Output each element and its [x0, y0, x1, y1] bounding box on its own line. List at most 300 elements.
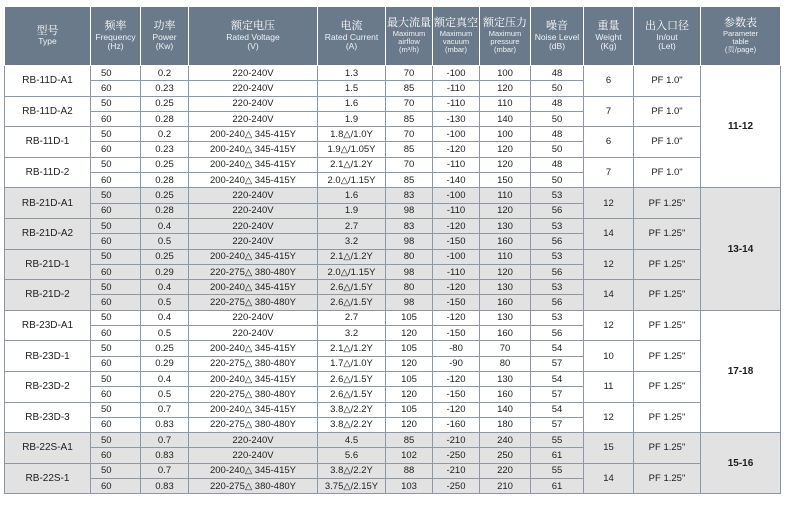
- inout-cell: PF 1.25": [634, 310, 701, 341]
- airflow-cell: 120: [386, 356, 433, 371]
- model-type-cell: RB-23D-1: [5, 341, 91, 372]
- frequency-cell: 60: [91, 326, 141, 341]
- current-cell: 5.6: [318, 448, 386, 463]
- model-type-cell: RB-11D-A2: [5, 96, 91, 127]
- weight-cell: 10: [584, 341, 634, 372]
- weight-cell: 6: [584, 127, 634, 158]
- model-type-cell: RB-21D-A2: [5, 218, 91, 249]
- voltage-cell: 200-240△ 345-415Y: [189, 142, 318, 157]
- noise-cell: 48: [531, 127, 584, 142]
- frequency-cell: 60: [91, 81, 141, 96]
- model-type-cell: RB-11D-A1: [5, 66, 91, 97]
- noise-cell: 54: [531, 341, 584, 356]
- weight-cell: 12: [584, 402, 634, 433]
- vacuum-cell: -110: [433, 203, 480, 218]
- airflow-cell: 98: [386, 295, 433, 310]
- vacuum-cell: -210: [433, 433, 480, 448]
- table-row: [5, 310, 781, 325]
- pressure-cell: 70: [480, 341, 531, 356]
- airflow-cell: 83: [386, 188, 433, 203]
- noise-cell: 48: [531, 66, 584, 81]
- weight-cell: 12: [584, 249, 634, 280]
- power-cell: 0.83: [141, 448, 189, 463]
- model-type-cell: RB-23D-A1: [5, 310, 91, 341]
- noise-cell: 50: [531, 142, 584, 157]
- noise-cell: 56: [531, 326, 584, 341]
- current-cell: 3.2: [318, 234, 386, 249]
- voltage-cell: 200-240△ 345-415Y: [189, 341, 318, 356]
- voltage-cell: 220-240V: [189, 96, 318, 111]
- noise-cell: 50: [531, 81, 584, 96]
- weight-cell: 14: [584, 280, 634, 311]
- inout-cell: PF 1.25": [634, 371, 701, 402]
- current-cell: 3.8△/2.2Y: [318, 402, 386, 417]
- voltage-cell: 200-240△ 345-415Y: [189, 127, 318, 142]
- pressure-cell: 140: [480, 402, 531, 417]
- pressure-cell: 160: [480, 234, 531, 249]
- current-cell: 2.0△/1.15Y: [318, 173, 386, 188]
- vacuum-cell: -130: [433, 111, 480, 126]
- pressure-cell: 110: [480, 249, 531, 264]
- weight-cell: 12: [584, 188, 634, 219]
- header-weight: 重量 Weight (Kg): [584, 7, 634, 66]
- model-type-cell: RB-22S-1: [5, 463, 91, 494]
- vacuum-cell: -120: [433, 218, 480, 233]
- voltage-cell: 220-240V: [189, 66, 318, 81]
- airflow-cell: 98: [386, 234, 433, 249]
- airflow-cell: 103: [386, 479, 433, 494]
- vacuum-cell: -90: [433, 356, 480, 371]
- pressure-cell: 110: [480, 188, 531, 203]
- vacuum-cell: -150: [433, 387, 480, 402]
- pressure-cell: 80: [480, 356, 531, 371]
- power-cell: 0.5: [141, 387, 189, 402]
- voltage-cell: 220-240V: [189, 111, 318, 126]
- voltage-cell: 220-240V: [189, 203, 318, 218]
- frequency-cell: 60: [91, 203, 141, 218]
- parameter-page-cell: 15-16: [701, 433, 781, 494]
- airflow-cell: 85: [386, 433, 433, 448]
- current-cell: 1.9: [318, 203, 386, 218]
- current-cell: 2.1△/1.2Y: [318, 341, 386, 356]
- weight-cell: 15: [584, 433, 634, 464]
- airflow-cell: 80: [386, 280, 433, 295]
- noise-cell: 56: [531, 203, 584, 218]
- parameter-page-cell: 17-18: [701, 310, 781, 432]
- vacuum-cell: -100: [433, 188, 480, 203]
- airflow-cell: 85: [386, 81, 433, 96]
- power-cell: 0.5: [141, 326, 189, 341]
- frequency-cell: 50: [91, 402, 141, 417]
- pressure-cell: 100: [480, 127, 531, 142]
- airflow-cell: 120: [386, 387, 433, 402]
- inout-cell: PF 1.25": [634, 463, 701, 494]
- current-cell: 1.6: [318, 188, 386, 203]
- table-row: [5, 127, 781, 142]
- airflow-cell: 83: [386, 218, 433, 233]
- frequency-cell: 60: [91, 264, 141, 279]
- current-cell: 3.75△/2.15Y: [318, 479, 386, 494]
- inout-cell: PF 1.25": [634, 218, 701, 249]
- pressure-cell: 130: [480, 310, 531, 325]
- table-row: [5, 157, 781, 172]
- airflow-cell: 70: [386, 157, 433, 172]
- model-type-cell: RB-11D-2: [5, 157, 91, 188]
- airflow-cell: 70: [386, 66, 433, 81]
- frequency-cell: 60: [91, 448, 141, 463]
- weight-cell: 14: [584, 218, 634, 249]
- voltage-cell: 220-240V: [189, 234, 318, 249]
- voltage-cell: 220-240V: [189, 81, 318, 96]
- airflow-cell: 85: [386, 173, 433, 188]
- pressure-cell: 160: [480, 295, 531, 310]
- inout-cell: PF 1.0": [634, 127, 701, 158]
- weight-cell: 6: [584, 66, 634, 97]
- frequency-cell: 50: [91, 463, 141, 478]
- header-max-vacuum: 额定真空 Maximum vacuum (mbar): [433, 7, 480, 66]
- header-rated-voltage: 额定电压 Rated Voltage (V): [189, 7, 318, 66]
- inout-cell: PF 1.25": [634, 433, 701, 464]
- power-cell: 0.7: [141, 402, 189, 417]
- table-row: [5, 371, 781, 386]
- noise-cell: 54: [531, 402, 584, 417]
- header-type: 型号 Type: [5, 7, 91, 66]
- pressure-cell: 140: [480, 111, 531, 126]
- pressure-cell: 100: [480, 66, 531, 81]
- noise-cell: 56: [531, 264, 584, 279]
- noise-cell: 61: [531, 479, 584, 494]
- model-type-cell: RB-21D-2: [5, 280, 91, 311]
- frequency-cell: 60: [91, 111, 141, 126]
- noise-cell: 54: [531, 371, 584, 386]
- current-cell: 1.5: [318, 81, 386, 96]
- airflow-cell: 85: [386, 111, 433, 126]
- header-parameter-table: 参数表 Parameter table (页/page): [701, 7, 781, 66]
- voltage-cell: 200-240△ 345-415Y: [189, 173, 318, 188]
- weight-cell: 11: [584, 371, 634, 402]
- noise-cell: 50: [531, 173, 584, 188]
- vacuum-cell: -110: [433, 264, 480, 279]
- header-frequency: 频率 Frequency (Hz): [91, 7, 141, 66]
- frequency-cell: 60: [91, 356, 141, 371]
- voltage-cell: 220-240V: [189, 310, 318, 325]
- voltage-cell: 220-275△ 380-480Y: [189, 417, 318, 432]
- current-cell: 2.6△/1.5Y: [318, 371, 386, 386]
- pressure-cell: 220: [480, 463, 531, 478]
- parameter-page-cell: 13-14: [701, 188, 781, 310]
- power-cell: 0.28: [141, 173, 189, 188]
- vacuum-cell: -120: [433, 280, 480, 295]
- header-rated-current: 电流 Rated Current (A): [318, 7, 386, 66]
- vacuum-cell: -120: [433, 371, 480, 386]
- table-row: [5, 96, 781, 111]
- current-cell: 3.8△/2.2Y: [318, 417, 386, 432]
- power-cell: 0.7: [141, 463, 189, 478]
- power-cell: 0.2: [141, 66, 189, 81]
- inout-cell: PF 1.25": [634, 341, 701, 372]
- pressure-cell: 120: [480, 264, 531, 279]
- power-cell: 0.28: [141, 111, 189, 126]
- inout-cell: PF 1.25": [634, 188, 701, 219]
- vacuum-cell: -120: [433, 402, 480, 417]
- current-cell: 1.6: [318, 96, 386, 111]
- power-cell: 0.2: [141, 127, 189, 142]
- parameter-page-cell: 11-12: [701, 66, 781, 188]
- frequency-cell: 50: [91, 218, 141, 233]
- model-type-cell: RB-23D-2: [5, 371, 91, 402]
- weight-cell: 7: [584, 157, 634, 188]
- voltage-cell: 220-240V: [189, 218, 318, 233]
- pressure-cell: 110: [480, 96, 531, 111]
- voltage-cell: 220-275△ 380-480Y: [189, 387, 318, 402]
- voltage-cell: 220-275△ 380-480Y: [189, 479, 318, 494]
- voltage-cell: 220-275△ 380-480Y: [189, 295, 318, 310]
- frequency-cell: 60: [91, 417, 141, 432]
- vacuum-cell: -140: [433, 173, 480, 188]
- vacuum-cell: -250: [433, 448, 480, 463]
- pressure-cell: 160: [480, 326, 531, 341]
- header-row: [5, 7, 781, 66]
- pressure-cell: 120: [480, 157, 531, 172]
- spec-table-container: [4, 6, 780, 494]
- voltage-cell: 220-275△ 380-480Y: [189, 264, 318, 279]
- noise-cell: 57: [531, 417, 584, 432]
- frequency-cell: 50: [91, 96, 141, 111]
- frequency-cell: 50: [91, 341, 141, 356]
- current-cell: 1.3: [318, 66, 386, 81]
- pressure-cell: 120: [480, 81, 531, 96]
- noise-cell: 55: [531, 433, 584, 448]
- power-cell: 0.23: [141, 81, 189, 96]
- power-cell: 0.29: [141, 264, 189, 279]
- noise-cell: 48: [531, 157, 584, 172]
- airflow-cell: 88: [386, 463, 433, 478]
- spec-table: [4, 6, 781, 494]
- current-cell: 1.7△/1.0Y: [318, 356, 386, 371]
- current-cell: 4.5: [318, 433, 386, 448]
- noise-cell: 53: [531, 249, 584, 264]
- table-row: [5, 402, 781, 417]
- airflow-cell: 105: [386, 310, 433, 325]
- pressure-cell: 240: [480, 433, 531, 448]
- frequency-cell: 50: [91, 249, 141, 264]
- power-cell: 0.5: [141, 295, 189, 310]
- table-row: [5, 341, 781, 356]
- inout-cell: PF 1.25": [634, 402, 701, 433]
- power-cell: 0.5: [141, 234, 189, 249]
- power-cell: 0.29: [141, 356, 189, 371]
- vacuum-cell: -100: [433, 249, 480, 264]
- current-cell: 1.9: [318, 111, 386, 126]
- inout-cell: PF 1.0": [634, 157, 701, 188]
- frequency-cell: 60: [91, 142, 141, 157]
- inout-cell: PF 1.25": [634, 280, 701, 311]
- frequency-cell: 60: [91, 295, 141, 310]
- power-cell: 0.83: [141, 479, 189, 494]
- voltage-cell: 200-240△ 345-415Y: [189, 249, 318, 264]
- power-cell: 0.25: [141, 341, 189, 356]
- power-cell: 0.4: [141, 371, 189, 386]
- vacuum-cell: -160: [433, 417, 480, 432]
- vacuum-cell: -80: [433, 341, 480, 356]
- model-type-cell: RB-21D-A1: [5, 188, 91, 219]
- voltage-cell: 200-240△ 345-415Y: [189, 157, 318, 172]
- noise-cell: 57: [531, 387, 584, 402]
- vacuum-cell: -110: [433, 81, 480, 96]
- table-row: [5, 218, 781, 233]
- power-cell: 0.7: [141, 433, 189, 448]
- header-power: 功率 Power (Kw): [141, 7, 189, 66]
- header-noise-level: 噪音 Noise Level (dB): [531, 7, 584, 66]
- power-cell: 0.28: [141, 203, 189, 218]
- vacuum-cell: -120: [433, 142, 480, 157]
- voltage-cell: 220-240V: [189, 326, 318, 341]
- airflow-cell: 120: [386, 326, 433, 341]
- airflow-cell: 102: [386, 448, 433, 463]
- voltage-cell: 220-240V: [189, 448, 318, 463]
- airflow-cell: 105: [386, 402, 433, 417]
- frequency-cell: 50: [91, 66, 141, 81]
- current-cell: 2.6△/1.5Y: [318, 387, 386, 402]
- voltage-cell: 220-240V: [189, 433, 318, 448]
- model-type-cell: RB-23D-3: [5, 402, 91, 433]
- noise-cell: 53: [531, 218, 584, 233]
- header-max-airflow: 最大流量 Maximum airflow (m³/h): [386, 7, 433, 66]
- power-cell: 0.4: [141, 280, 189, 295]
- noise-cell: 53: [531, 310, 584, 325]
- frequency-cell: 60: [91, 173, 141, 188]
- voltage-cell: 200-240△ 345-415Y: [189, 402, 318, 417]
- noise-cell: 53: [531, 280, 584, 295]
- vacuum-cell: -150: [433, 234, 480, 249]
- table-row: [5, 280, 781, 295]
- airflow-cell: 98: [386, 264, 433, 279]
- table-row: [5, 249, 781, 264]
- power-cell: 0.25: [141, 249, 189, 264]
- frequency-cell: 60: [91, 387, 141, 402]
- current-cell: 3.2: [318, 326, 386, 341]
- power-cell: 0.4: [141, 310, 189, 325]
- pressure-cell: 210: [480, 479, 531, 494]
- noise-cell: 61: [531, 448, 584, 463]
- power-cell: 0.83: [141, 417, 189, 432]
- frequency-cell: 50: [91, 280, 141, 295]
- noise-cell: 56: [531, 295, 584, 310]
- airflow-cell: 70: [386, 96, 433, 111]
- spec-table-body: [5, 66, 781, 494]
- model-type-cell: RB-11D-1: [5, 127, 91, 158]
- airflow-cell: 85: [386, 142, 433, 157]
- vacuum-cell: -100: [433, 127, 480, 142]
- pressure-cell: 120: [480, 203, 531, 218]
- current-cell: 2.6△/1.5Y: [318, 280, 386, 295]
- current-cell: 2.7: [318, 218, 386, 233]
- inout-cell: PF 1.0": [634, 66, 701, 97]
- inout-cell: PF 1.25": [634, 249, 701, 280]
- frequency-cell: 50: [91, 157, 141, 172]
- model-type-cell: RB-22S-A1: [5, 433, 91, 464]
- pressure-cell: 130: [480, 218, 531, 233]
- vacuum-cell: -120: [433, 310, 480, 325]
- airflow-cell: 98: [386, 203, 433, 218]
- noise-cell: 56: [531, 234, 584, 249]
- weight-cell: 7: [584, 96, 634, 127]
- noise-cell: 57: [531, 356, 584, 371]
- voltage-cell: 220-275△ 380-480Y: [189, 356, 318, 371]
- current-cell: 2.1△/1.2Y: [318, 157, 386, 172]
- power-cell: 0.25: [141, 157, 189, 172]
- header-in-out: 出入口径 In/out (Let): [634, 7, 701, 66]
- pressure-cell: 150: [480, 173, 531, 188]
- frequency-cell: 60: [91, 479, 141, 494]
- voltage-cell: 200-240△ 345-415Y: [189, 371, 318, 386]
- pressure-cell: 160: [480, 387, 531, 402]
- table-row: [5, 188, 781, 203]
- noise-cell: 55: [531, 463, 584, 478]
- current-cell: 1.9△/1.05Y: [318, 142, 386, 157]
- airflow-cell: 105: [386, 341, 433, 356]
- model-type-cell: RB-21D-1: [5, 249, 91, 280]
- airflow-cell: 120: [386, 417, 433, 432]
- table-row: [5, 463, 781, 478]
- frequency-cell: 50: [91, 433, 141, 448]
- noise-cell: 50: [531, 111, 584, 126]
- power-cell: 0.4: [141, 218, 189, 233]
- vacuum-cell: -150: [433, 326, 480, 341]
- power-cell: 0.25: [141, 96, 189, 111]
- inout-cell: PF 1.0": [634, 96, 701, 127]
- pressure-cell: 120: [480, 142, 531, 157]
- current-cell: 3.8△/2.2Y: [318, 463, 386, 478]
- frequency-cell: 50: [91, 310, 141, 325]
- vacuum-cell: -150: [433, 295, 480, 310]
- noise-cell: 53: [531, 188, 584, 203]
- vacuum-cell: -110: [433, 157, 480, 172]
- voltage-cell: 200-240△ 345-415Y: [189, 280, 318, 295]
- pressure-cell: 130: [480, 280, 531, 295]
- current-cell: 2.1△/1.2Y: [318, 249, 386, 264]
- current-cell: 2.6△/1.5Y: [318, 295, 386, 310]
- frequency-cell: 50: [91, 127, 141, 142]
- table-row: [5, 66, 781, 81]
- current-cell: 2.7: [318, 310, 386, 325]
- power-cell: 0.23: [141, 142, 189, 157]
- current-cell: 1.8△/1.0Y: [318, 127, 386, 142]
- power-cell: 0.25: [141, 188, 189, 203]
- frequency-cell: 60: [91, 234, 141, 249]
- current-cell: 2.0△/1.15Y: [318, 264, 386, 279]
- weight-cell: 12: [584, 310, 634, 341]
- pressure-cell: 130: [480, 371, 531, 386]
- voltage-cell: 220-240V: [189, 188, 318, 203]
- weight-cell: 14: [584, 463, 634, 494]
- airflow-cell: 105: [386, 371, 433, 386]
- airflow-cell: 80: [386, 249, 433, 264]
- frequency-cell: 50: [91, 188, 141, 203]
- vacuum-cell: -100: [433, 66, 480, 81]
- noise-cell: 48: [531, 96, 584, 111]
- header-max-pressure: 额定压力 Maximum pressure (mbar): [480, 7, 531, 66]
- table-row: [5, 433, 781, 448]
- vacuum-cell: -210: [433, 463, 480, 478]
- vacuum-cell: -250: [433, 479, 480, 494]
- voltage-cell: 200-240△ 345-415Y: [189, 463, 318, 478]
- pressure-cell: 250: [480, 448, 531, 463]
- pressure-cell: 180: [480, 417, 531, 432]
- vacuum-cell: -110: [433, 96, 480, 111]
- airflow-cell: 70: [386, 127, 433, 142]
- frequency-cell: 50: [91, 371, 141, 386]
